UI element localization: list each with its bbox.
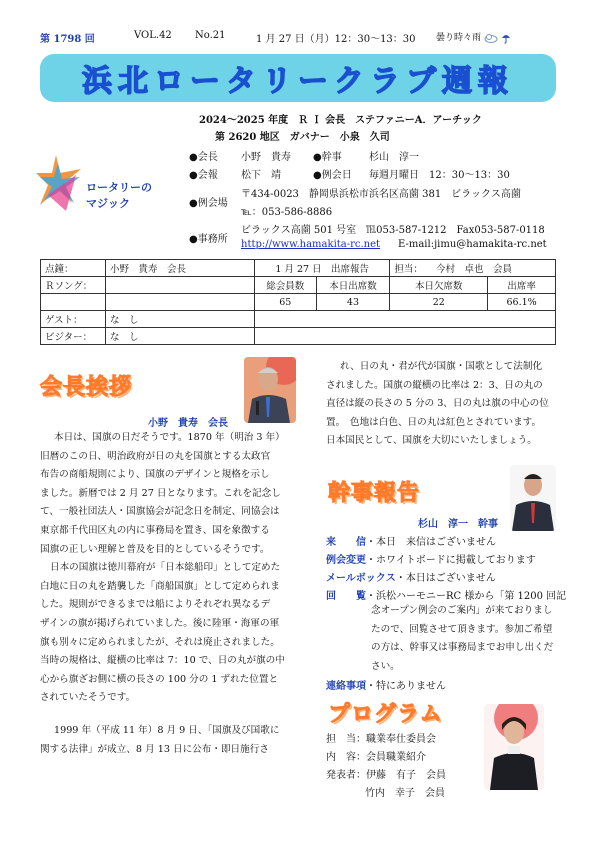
header-rate: 出席率 — [488, 277, 556, 294]
report-item — [326, 551, 536, 566]
song-value — [106, 277, 255, 294]
attendance-table — [40, 259, 556, 345]
text-line: 日本国民として、国旗を大切にいたしましょう。 — [326, 435, 537, 447]
song-label: Ｒソング： — [41, 277, 106, 294]
text-line: て、一般社団法人・国旗協会が記念日を制定、同協会は — [40, 506, 280, 518]
program-speaker-1: 発表者：伊藤 有子 会員 — [326, 770, 446, 781]
contact-text: ・特にありません — [366, 681, 446, 692]
title-banner — [40, 54, 556, 102]
program-content: 内 容：会員職業紹介 — [326, 752, 426, 763]
empty-cell — [106, 294, 255, 311]
value-total: 65 — [255, 294, 317, 311]
website-link[interactable]: http://www.hamakita-rc.net — [241, 239, 381, 250]
club-title: 浜北ロータリークラブ週報 — [82, 64, 514, 99]
greeting-body — [40, 429, 285, 759]
volume: VOL.42 — [134, 30, 172, 41]
greeting-continued — [326, 358, 549, 451]
charge-value: 今村 卓也 会員 — [435, 264, 512, 275]
president-photo — [244, 357, 296, 423]
president-label: ●会長 — [189, 152, 218, 163]
bulletin-name: 松下 靖 — [241, 170, 281, 181]
umbrella-icon — [501, 32, 511, 44]
empty-cell — [255, 328, 317, 345]
text-line: 布告の商船規則により、国旗のデザインと規格を示し — [40, 469, 270, 481]
kairan-continued — [371, 602, 553, 676]
text-line: した。規則ができるまでは船によりそれぞれ異なるデ — [40, 599, 271, 611]
report-item — [326, 533, 496, 548]
guest-label: ゲスト： — [41, 311, 106, 328]
rotary-magic-logo — [36, 155, 176, 225]
text-line: 旧暦のこの日、明治政府が日の丸を国旗とする太政官 — [40, 450, 271, 462]
office-label: ●事務所 — [189, 234, 228, 245]
report-label: 例会変更 — [326, 555, 366, 566]
office-address: ビラックス高薗 501 号室 ℡053-587-1212 Fax053-587-0118 — [241, 225, 545, 236]
speaker-photo — [484, 704, 544, 790]
text-line: さい。 — [371, 660, 400, 672]
text-line: ました。新暦では 2 月 27 日となります。これを記念し — [40, 487, 281, 499]
ri-president-line: 2024～2025 年度 Ｒ Ｉ 会長 ステファニーA．アーチック — [199, 115, 482, 126]
text-line: されていたそうです。 — [40, 692, 136, 704]
text-line: 1999 年（平成 11 年）8 月 9 日、「国旗及び国歌に — [54, 724, 280, 736]
empty-cell — [41, 294, 106, 311]
header-absent: 本日欠席数 — [390, 277, 488, 294]
issue-number: 第 1798 回 — [40, 34, 95, 45]
text-line: されました。国旗の縦横の比率は 2：3、日の丸の — [326, 379, 543, 391]
report-text: ・本日 来信はございません — [366, 537, 496, 548]
visitor-value: な し — [106, 328, 255, 345]
text-line: 日本の国旗は徳川幕府が「日本総船印」として定めた — [50, 562, 281, 574]
text-line: ザインの旗が掲げられていました。後に陸軍・海軍の軍 — [40, 617, 280, 629]
report-text: ・本日はございません — [395, 573, 496, 584]
secretary-name: 杉山 淳一 — [369, 152, 419, 163]
secretary-speaker: 杉山 淳一 幹事 — [418, 519, 498, 530]
empty-cell — [316, 311, 556, 328]
greeting-speaker: 小野 貴寿 会長 — [148, 418, 228, 429]
weather — [436, 30, 511, 44]
greeting-heading: 会長挨拶 — [40, 375, 133, 400]
venue-address: 〒434-0023 静岡県浜松市浜名区高薗 381 ビラックス高薗 — [241, 189, 521, 200]
text-line: 当時の規格は、縦横の比率は 7：10 で、日の丸が旗の中 — [40, 655, 285, 667]
cloud-icon — [484, 33, 498, 43]
report-text: ・浜松ハーモニーRC 様から「第 1200 回記 — [366, 591, 567, 602]
header-line — [40, 30, 570, 44]
meeting-date: 1 月 27 日（月）12：30～13：30 — [256, 34, 416, 45]
text-line: 旗も別々に定められましたが、それは廃止されました。 — [40, 636, 280, 648]
report-label: メールボックス — [326, 573, 396, 584]
text-line: 直径は縦の長さの 5 分の 3、日の丸は旗の中心の位 — [326, 398, 549, 410]
issue-no: No.21 — [195, 30, 226, 41]
program-charge: 担 当：職業奉仕委員会 — [326, 734, 436, 745]
secretary-label: ●幹事 — [313, 152, 342, 163]
report-item — [326, 587, 566, 602]
person-icon — [484, 704, 544, 790]
text-line: の方は、幹事又は事務局までお申し出くだ — [371, 642, 554, 654]
person-icon — [510, 465, 556, 531]
venue-tel: ℡：053-586-8886 — [241, 207, 333, 218]
table-row — [41, 328, 556, 345]
text-line: れ、日の丸・君が代が国旗・国歌として法制化 — [340, 361, 543, 372]
text-line: 心から旗ざお側に横の長さの 100 分の 1 ずれた位置と — [40, 673, 279, 685]
charge-cell — [390, 260, 556, 277]
program-heading: プログラム — [328, 702, 443, 727]
header-total: 総会員数 — [255, 277, 317, 294]
table-row — [41, 311, 556, 328]
visitor-label: ビジター： — [41, 328, 106, 345]
check-label: 点鐘： — [41, 260, 106, 277]
meeting-label: ●例会日 — [313, 170, 352, 181]
guest-value: な し — [106, 311, 255, 328]
report-label: 来 信 — [326, 537, 366, 548]
check-value: 小野 貴寿 会長 — [106, 260, 255, 277]
value-rate: 66.1% — [488, 294, 556, 311]
empty-cell — [255, 311, 317, 328]
text-line: 白地に日の丸を踏襲した「商船国旗」として定められま — [40, 580, 280, 592]
venue-label: ●例会場 — [189, 198, 228, 209]
secretary-heading: 幹事報告 — [328, 481, 421, 506]
logo-text-1: ロータリーの — [86, 181, 152, 194]
president-name: 小野 貴寿 — [241, 152, 291, 163]
program-speaker-2: 竹内 幸子 会員 — [365, 788, 445, 799]
text-line: 本日は、国旗の日だそうです。1870 年（明治 3 年） — [54, 432, 285, 443]
contact-item — [326, 677, 446, 692]
table-row — [41, 294, 556, 311]
table-row — [41, 260, 556, 277]
text-line: 東京都千代田区丸の内に事務局を置き、国を象徴する — [40, 524, 270, 536]
empty-cell — [316, 328, 556, 345]
report-item — [326, 569, 496, 584]
meeting-time: 毎週月曜日 12：30～13：30 — [369, 170, 510, 181]
weather-text: 曇り時々雨 — [436, 33, 482, 43]
table-row — [41, 277, 556, 294]
report-text: ・ホワイトボードに掲載しております — [366, 555, 536, 566]
report-label: 回 覧 — [326, 591, 366, 602]
text-line: 関する法律」が成立、8 月 13 日に公布・即日施行さ — [40, 743, 269, 755]
value-absent: 22 — [390, 294, 488, 311]
email-address[interactable]: E-mail:jimu@hamakita-rc.net — [398, 239, 547, 250]
value-present: 43 — [316, 294, 390, 311]
logo-text-2: マジック — [86, 197, 130, 210]
bulletin-label: ●会報 — [189, 170, 218, 181]
text-line: 置。 色地は白色、日の丸は紅色とされています。 — [326, 416, 542, 428]
text-line: たので、回覧させて頂きます。参加ご希望 — [371, 623, 553, 635]
person-icon — [244, 357, 296, 423]
charge-label: 担当： — [394, 264, 423, 275]
header-present: 本日出席数 — [316, 277, 390, 294]
text-line: 念オープン例会のご案内」が来ておりまし — [371, 605, 553, 616]
secretary-photo — [510, 465, 556, 531]
spacer — [40, 708, 285, 722]
text-line: 国旗の正しい理解と普及を目的としているそうです。 — [40, 543, 270, 555]
district-governor-line: 第 2620 地区 ガバナー 小泉 久司 — [215, 132, 390, 143]
contact-label: 連絡事項 — [326, 681, 366, 692]
report-date: 1 月 27 日 出席報告 — [255, 260, 390, 277]
